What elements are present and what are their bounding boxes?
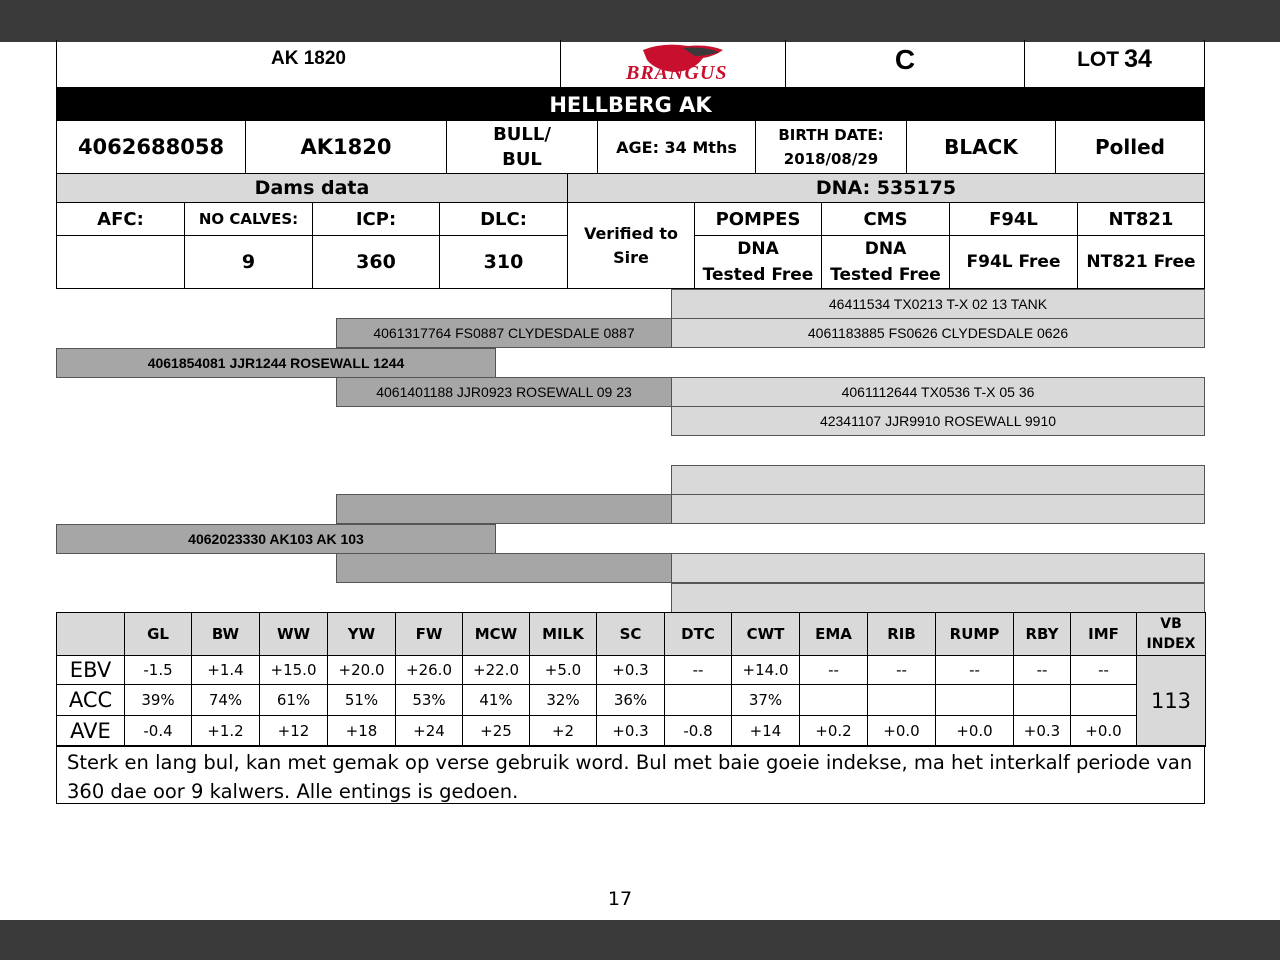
ebv-value-ebv-yw (327, 655, 396, 685)
vb-index-value-text: 113 (1150, 689, 1192, 713)
afc-value-cell (56, 235, 185, 289)
lot-cell (1024, 40, 1205, 88)
birth-date-cell (755, 120, 907, 174)
pedigree-sire-dam-dam (671, 406, 1205, 436)
color: BLACK (944, 135, 1018, 159)
ebv-value-acc-ww (259, 684, 328, 716)
ebv-value-ebv-bw (191, 655, 260, 685)
ebv-value-ebv-rib (867, 655, 936, 685)
pedigree-dam-sire-dam (671, 494, 1205, 524)
pedigree-text: 4061854081 JJR1244 ROSEWALL 1244 (147, 355, 405, 371)
ebv-header-ww-text: WW (276, 625, 311, 643)
f94l-value-cell (949, 235, 1078, 289)
viewer-bottom-bar (0, 920, 1280, 960)
pedigree-text: 46411534 TX0213 T-X 02 13 TANK (828, 296, 1048, 312)
brangus-logo (598, 42, 748, 86)
birth-date: 2018/08/29 (783, 150, 879, 168)
ebv-value-ave-ema-text: +0.2 (815, 722, 852, 740)
ebv-value-ebv-ema-text: -- (828, 661, 839, 679)
pedigree-sire (56, 348, 496, 378)
ebv-header-dtc-text: DTC (681, 625, 715, 643)
horn-cell (1055, 120, 1205, 174)
page-number: 17 (607, 888, 633, 910)
icp-value-cell (312, 235, 440, 289)
ebv-value-acc-yw (327, 684, 396, 716)
ebv-value-ebv-mcw-text: +22.0 (473, 661, 519, 679)
icp-value: 360 (356, 251, 396, 273)
ebv-header-sc-text: SC (619, 625, 642, 643)
ebv-value-ebv-sc-text: +0.3 (612, 661, 649, 679)
ebv-header-ema (799, 612, 868, 656)
ebv-value-ave-cwt-text: +14 (749, 722, 782, 740)
f94l-label-cell (949, 202, 1078, 236)
calves-value: 9 (241, 251, 256, 273)
pedigree-text: 4061317764 FS0887 CLYDESDALE 0887 (373, 325, 635, 341)
ebv-value-ave-milk (529, 715, 597, 747)
pedigree-sire-sire-sire (671, 289, 1205, 319)
sex-line1: BULL/ (493, 124, 551, 145)
sex-line2: BUL (502, 149, 542, 170)
comment-text: Sterk en lang bul, kan met gemak op verse gebruik word. Bul met baie goeie indekse, ma het interkalf periode van 360 dae oor 9 kalwers. Alle entings is gedoen. (67, 751, 1193, 803)
ebv-value-acc-milk-text: 32% (546, 691, 580, 709)
ebv-row-label-acc-text: ACC (68, 688, 113, 712)
ebv-value-ave-rby-text: +0.3 (1023, 722, 1061, 740)
nt821-label-cell (1077, 202, 1205, 236)
nt821-value: NT821 Free (1086, 252, 1196, 272)
ebv-row-label-ebv (56, 655, 125, 685)
pedigree-text: 4061401188 JJR0923 ROSEWALL 09 23 (376, 384, 632, 400)
ebv-header-corner (56, 612, 125, 656)
nt821-value-cell (1077, 235, 1205, 289)
ebv-value-ave-mcw (462, 715, 530, 747)
ebv-value-acc-ww-text: 61% (276, 691, 311, 709)
vb-index-header (1136, 612, 1206, 656)
ebv-header-cwt-text: CWT (746, 625, 785, 643)
ebv-value-ave-gl (124, 715, 192, 747)
ebv-value-acc-imf (1070, 684, 1137, 716)
ebv-value-ebv-ema (799, 655, 868, 685)
ebv-value-ave-rump-text: +0.0 (956, 722, 993, 740)
grade-cell (785, 40, 1025, 88)
ebv-value-ebv-bw-text: +1.4 (207, 661, 244, 679)
pedigree-text: 4062023330 AK103 AK 103 (188, 531, 364, 547)
ebv-value-ebv-dtc-text: -- (692, 661, 704, 679)
ebv-value-ave-dtc (664, 715, 732, 747)
cms-label: CMS (863, 208, 908, 230)
ebv-value-ave-imf (1070, 715, 1137, 747)
ebv-value-ave-bw-text: +1.2 (207, 722, 244, 740)
ebv-value-ebv-rby (1013, 655, 1071, 685)
dlc-label-cell (439, 202, 568, 236)
ebv-value-ebv-rump-text: -- (969, 661, 980, 679)
pedigree-dam-dam-sire (671, 553, 1205, 583)
ebv-value-acc-rby (1013, 684, 1071, 716)
grade-value: C (894, 43, 916, 75)
ebv-value-acc-cwt (731, 684, 800, 716)
ebv-header-sc (596, 612, 665, 656)
nt821-label: NT821 (1108, 208, 1174, 230)
ebv-value-ebv-gl (124, 655, 192, 685)
pedigree-dam-dam-dam (671, 583, 1205, 613)
ebv-value-ebv-cwt (731, 655, 800, 685)
pompes-line1: DNA (737, 239, 779, 259)
ebv-value-ave-cwt (731, 715, 800, 747)
dams-data-title (56, 173, 568, 203)
ebv-value-ebv-rby-text: -- (1036, 661, 1048, 679)
ebv-value-ebv-fw-text: +26.0 (406, 661, 452, 679)
ident: AK1820 (300, 135, 392, 159)
color-cell (906, 120, 1056, 174)
ebv-header-bw-text: BW (211, 625, 240, 643)
ebv-value-acc-sc (596, 684, 665, 716)
icp-label: ICP: (355, 208, 397, 230)
pompes-label-cell (694, 202, 822, 236)
ebv-header-rump-text: RUMP (949, 625, 1000, 643)
comment-box (56, 745, 1205, 804)
ebv-value-acc-fw-text: 53% (412, 691, 446, 709)
ebv-value-acc-milk (529, 684, 597, 716)
ebv-value-ave-yw (327, 715, 396, 747)
ebv-header-yw-text: YW (347, 625, 376, 643)
ebv-value-ebv-imf (1070, 655, 1137, 685)
ebv-value-ave-yw-text: +18 (345, 722, 378, 740)
ebv-header-imf (1070, 612, 1137, 656)
viewer-top-bar (0, 0, 1280, 42)
cms-value-cell (821, 235, 950, 289)
ebv-value-ave-sc-text: +0.3 (612, 722, 649, 740)
vb-index-label: INDEX (1146, 636, 1196, 652)
calves-label: NO CALVES: (198, 210, 299, 228)
ebv-value-ebv-yw-text: +20.0 (338, 661, 385, 679)
ebv-header-fw-text: FW (415, 625, 443, 643)
ebv-value-ave-ww (259, 715, 328, 747)
ebv-value-acc-mcw (462, 684, 530, 716)
reg-number-cell (56, 120, 246, 174)
ebv-value-acc-mcw-text: 41% (479, 691, 513, 709)
pedigree-dam-sire (336, 494, 672, 524)
pompes-line2: Tested Free (702, 265, 814, 285)
ebv-value-acc-rump (935, 684, 1014, 716)
lot-number: 34 (1124, 45, 1152, 73)
ebv-value-ave-fw (395, 715, 463, 747)
lot-label: LOT (1077, 47, 1120, 71)
ebv-value-acc-bw (191, 684, 260, 716)
ebv-header-bw (191, 612, 260, 656)
ebv-header-gl-text: GL (147, 625, 169, 643)
dams-title: Dams data (254, 177, 370, 199)
icp-label-cell (312, 202, 440, 236)
ebv-value-acc-gl-text: 39% (141, 691, 175, 709)
brangus-logo-text: BRANGUS (626, 61, 728, 84)
ebv-value-ave-sc (596, 715, 665, 747)
vb-index-label: VB (1160, 616, 1182, 632)
ebv-value-ave-rib (867, 715, 936, 747)
ebv-value-ave-rby (1013, 715, 1071, 747)
vb-index-value (1136, 655, 1206, 747)
ebv-row-label-acc (56, 684, 125, 716)
ebv-header-mcw (462, 612, 530, 656)
ebv-row-label-ave (56, 715, 125, 747)
ebv-value-acc-yw-text: 51% (344, 691, 379, 709)
age-cell (597, 120, 756, 174)
ebv-value-ebv-sc (596, 655, 665, 685)
ebv-value-ave-gl-text: -0.4 (143, 722, 173, 740)
pedigree-sire-dam-sire (671, 377, 1205, 407)
animal-id-cell (56, 40, 561, 88)
ebv-value-ebv-mcw (462, 655, 530, 685)
calves-label-cell (184, 202, 313, 236)
verified-line1: Verified to (583, 223, 679, 243)
ebv-value-ebv-rib-text: -- (896, 661, 907, 679)
verified-cell (567, 202, 695, 289)
ebv-value-acc-gl (124, 684, 192, 716)
verified-line2: Sire (613, 247, 649, 267)
dlc-label: DLC: (480, 208, 527, 230)
ebv-header-fw (395, 612, 463, 656)
ebv-value-acc-ema (799, 684, 868, 716)
ebv-value-ebv-dtc (664, 655, 732, 685)
ebv-value-acc-sc-text: 36% (613, 691, 648, 709)
ebv-header-rib-text: RIB (887, 625, 916, 643)
birth-label: BIRTH DATE: (778, 126, 884, 144)
f94l-value: F94L Free (966, 252, 1061, 272)
ebv-value-ebv-cwt-text: +14.0 (742, 661, 789, 679)
ebv-header-cwt (731, 612, 800, 656)
pedigree-dam-sire-sire (671, 465, 1205, 495)
pedigree-sire-sire-dam (671, 318, 1205, 348)
dlc-value-cell (439, 235, 568, 289)
ebv-value-acc-bw-text: 74% (208, 691, 243, 709)
ebv-header-gl (124, 612, 192, 656)
ebv-value-ave-rump (935, 715, 1014, 747)
ebv-header-milk-text: MILK (542, 625, 584, 643)
ebv-value-ebv-rump (935, 655, 1014, 685)
pedigree-sire-dam (336, 377, 672, 407)
pedigree-dam-dam (336, 553, 672, 583)
ebv-value-ebv-milk-text: +5.0 (544, 661, 582, 679)
ebv-header-mcw-text: MCW (474, 625, 518, 643)
horn-status: Polled (1095, 135, 1165, 159)
ebv-value-ave-imf-text: +0.0 (1085, 722, 1122, 740)
afc-label: AFC: (97, 208, 144, 230)
ebv-value-ave-mcw-text: +25 (480, 722, 512, 740)
age: AGE: 34 Mths (616, 137, 737, 157)
dna-title-cell (567, 173, 1205, 203)
reg-number: 4062688058 (77, 135, 225, 159)
animal-id: AK 1820 (271, 47, 346, 69)
brangus-logo-cell (560, 40, 786, 88)
ebv-value-acc-rib (867, 684, 936, 716)
ebv-value-ave-rib-text: +0.0 (883, 722, 920, 740)
ebv-value-ave-dtc-text: -0.8 (683, 722, 713, 740)
cms-label-cell (821, 202, 950, 236)
ebv-value-ebv-gl-text: -1.5 (143, 661, 173, 679)
ebv-value-ebv-ww (259, 655, 328, 685)
ebv-value-acc-cwt-text: 37% (748, 691, 783, 709)
cms-line2: Tested Free (830, 265, 941, 285)
pedigree-text: 4061112644 TX0536 T-X 05 36 (841, 384, 1035, 400)
ebv-value-ave-bw (191, 715, 260, 747)
ebv-header-yw (327, 612, 396, 656)
ebv-header-dtc (664, 612, 732, 656)
cms-line1: DNA (864, 239, 907, 259)
ebv-header-rump (935, 612, 1014, 656)
pompes-label: POMPES (715, 208, 801, 230)
sex-cell (446, 120, 598, 174)
ebv-value-ave-milk-text: +2 (551, 722, 575, 740)
dna-title: DNA: 535175 (815, 177, 957, 199)
ebv-value-acc-fw (395, 684, 463, 716)
ebv-header-rib (867, 612, 936, 656)
ebv-value-ave-fw-text: +24 (413, 722, 445, 740)
ebv-value-ebv-milk (529, 655, 597, 685)
ebv-row-label-ave-text: AVE (70, 719, 111, 743)
ebv-value-ave-ema (799, 715, 868, 747)
pedigree-text: 42341107 JJR9910 ROSEWALL 9910 (819, 413, 1057, 429)
ebv-header-milk (529, 612, 597, 656)
ebv-header-imf-text: IMF (1088, 625, 1119, 643)
afc-label-cell (56, 202, 185, 236)
ebv-value-ebv-fw (395, 655, 463, 685)
pompes-value-cell (694, 235, 822, 289)
animal-name-bar (56, 88, 1205, 121)
ident-cell (245, 120, 447, 174)
ebv-value-acc-dtc (664, 684, 732, 716)
calves-value-cell (184, 235, 313, 289)
ebv-header-rby (1013, 612, 1071, 656)
ebv-value-ave-ww-text: +12 (277, 722, 310, 740)
ebv-row-label-ebv-text: EBV (69, 658, 112, 682)
pedigree-text: 4061183885 FS0626 CLYDESDALE 0626 (807, 325, 1069, 341)
ebv-value-ebv-ww-text: +15.0 (270, 661, 317, 679)
pedigree-sire-sire (336, 318, 672, 348)
pedigree-dam (56, 524, 496, 554)
ebv-header-ema-text: EMA (815, 625, 852, 643)
dlc-value: 310 (483, 251, 524, 273)
ebv-header-rby-text: RBY (1025, 625, 1059, 643)
ebv-header-ww (259, 612, 328, 656)
f94l-label: F94L (989, 208, 1038, 230)
animal-name: HELLBERG AK (549, 92, 712, 117)
ebv-value-ebv-imf-text: -- (1098, 661, 1109, 679)
